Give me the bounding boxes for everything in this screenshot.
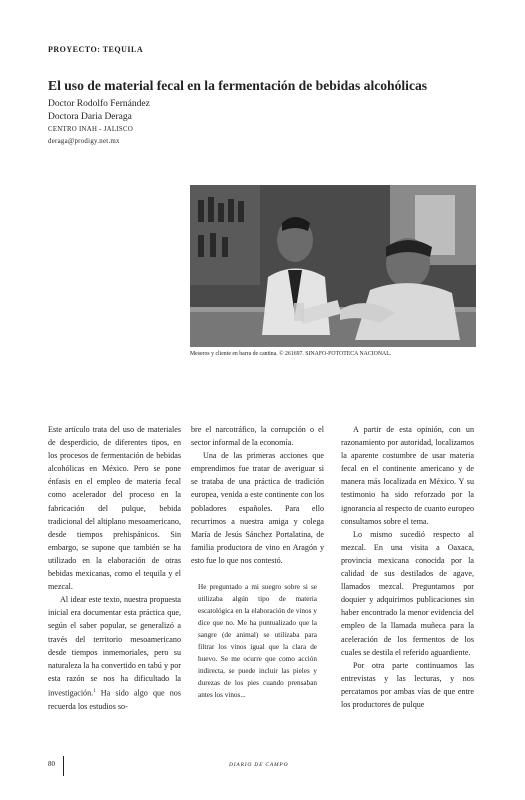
text-column <box>341 423 474 711</box>
journal-name: DIARIO DE CAMPO <box>229 762 289 768</box>
bar-photo-illustration <box>190 185 476 347</box>
article-title: El uso de material fecal en la fermentación de bebidas alcohólicas <box>48 78 428 93</box>
paragraph-text: Al idear este texto, nuestra propuesta inicial era documentar esta práctica que, según el saber popular, se generalizó a través del territorio mesoamericano desde tiempos inmemoriales, pero su naturaleza la ha convertido en tabú y por esta razón se nos ha dificultado la investigación. <box>48 595 181 698</box>
text-column <box>48 423 181 713</box>
paragraph: Una de las primeras acciones que emprendimos fue tratar de averiguar si se trataba de una práctica de tradición europea, venida a este continente con los pobladores españoles. Para ello recurrimos a nuestra amiga y colega María de Jesús Sánchez Portalatina, de familia productora de vino en Aragón y esto fue lo que nos contestó. <box>191 451 324 565</box>
paragraph: bre el narcotráfico, la corrupción o el sector informal de la economía. <box>191 425 324 448</box>
photo-caption: Meseros y cliente en barra de cantina. © 261697. SINAFO-FOTOTECA NACIONAL. <box>190 351 392 357</box>
author-email: deraga@prodigy.net.mx <box>48 138 120 145</box>
paragraph: Lo mismo sucedió respecto al mezcal. En una visita a Oaxaca, provincia mexicana conocida por la calidad de sus destilados de agave, llamados mezcal. Preguntamos por doquier y adquirimos publicaciones sin haber encontrado la menor evidencia del empleo de la llamada muñeca para la aceleración de los fermentos de los cuales se destila el referido aguardiente. <box>341 529 474 657</box>
bar-photo <box>190 185 476 347</box>
text-column <box>191 423 324 701</box>
paragraph: A partir de esta opinión, con un razonamiento por autoridad, localizamos la aparente costumbre de usar materia fecal en el continente americano y de manera más localizada en México. Y su testimonio ha sido reforzado por la ignorancia al respecto de cuanto europeo consultamos sobre el tema. <box>341 425 474 526</box>
footer-rule <box>63 756 64 776</box>
block-quote: He preguntado a mi suegro sobre si se utilizaba algún tipo de materia escatológica en la elaboración de vinos y dice que no. Me ha puntualizado que la sangre (de animal) se utilizaba para filtrar los vinos igual que la clara de huevo. Se me ocurre que como acción indirecta, se puede incluir las pieles y durezas de los pies cuando prensaban antes los vinos... <box>198 583 317 700</box>
author-institution: CENTRO INAH - JALISCO <box>48 126 134 133</box>
section-label: PROYECTO: TEQUILA <box>48 45 144 54</box>
paragraph: Este artículo trata del uso de materiales de desperdicio, de diferentes tipos, en los procesos de fermentación de bebidas alcohólicas en México. Pero se pone énfasis en el empleo de materia fecal como acelerador del proceso en la fabricación del pulque, bebida tradicional del altiplano mesoamericano, desde tiempos prehispánicos. Sin embargo, se supone que también se ha utilizado en la elaboración de otras bebidas mexicanas, como el tequila y el mezcal. <box>48 425 181 592</box>
author-name: Doctor Rodolfo Fernández <box>48 99 150 109</box>
paragraph: Por otra parte continuamos las entrevistas y las lecturas, y nos percatamos por ambas vías de que entre los productores de pulque <box>341 660 474 709</box>
footnote-marker: 1 <box>93 688 96 694</box>
paragraph <box>48 593 181 713</box>
author-name: Doctora Daria Deraga <box>48 112 132 122</box>
page-number: 80 <box>48 760 55 768</box>
paragraph-text: Ha sido algo que nos recuerda los estudios so- <box>48 688 181 711</box>
